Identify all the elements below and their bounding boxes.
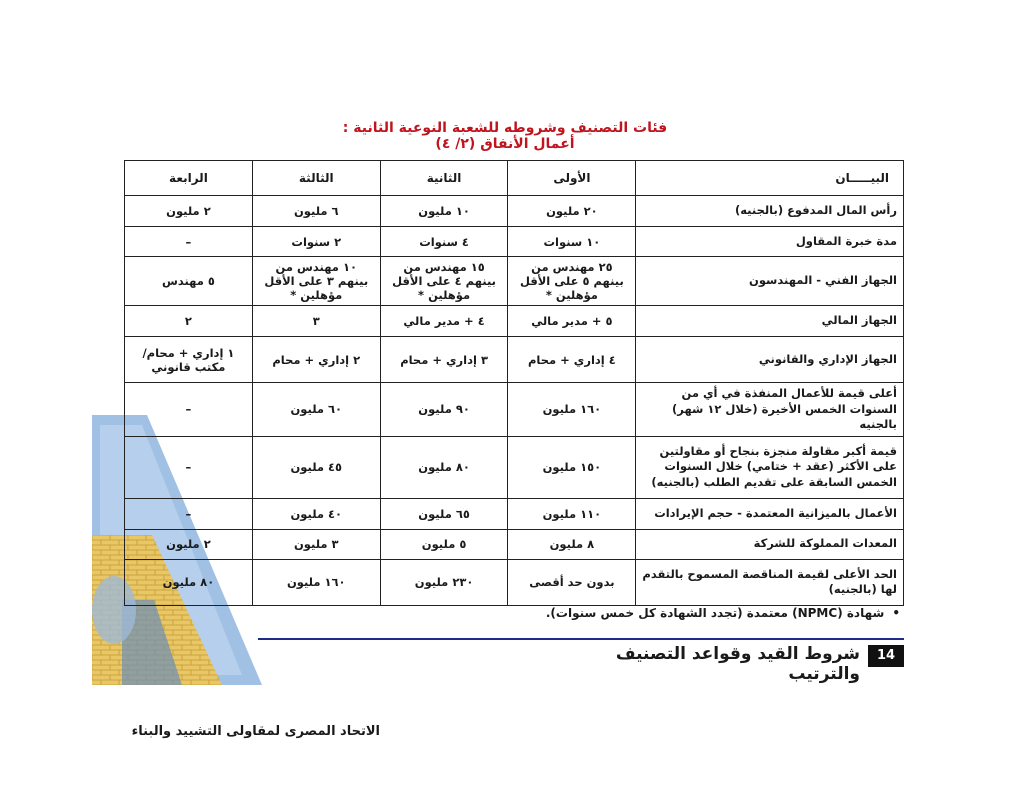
table-cell: ٦٥ مليون <box>380 498 508 529</box>
table-row <box>125 337 904 383</box>
table-cell: ١٠ مليون <box>380 196 508 227</box>
table-cell: ١٦٠ مليون <box>252 559 380 605</box>
row-label: المعدات المملوكة للشركة <box>636 529 904 559</box>
row-label: الحد الأعلى لقيمة المناقصة المسموح بالتقدم لها (بالجنيه) <box>636 559 904 605</box>
certificate-note <box>300 606 900 620</box>
table-cell: ٢٣٠ مليون <box>380 559 508 605</box>
table-cell: ١٥٠ مليون <box>508 436 636 498</box>
table-cell: ٨٠ مليون <box>380 436 508 498</box>
row-label: الأعمال بالميزانية المعتمدة - حجم الإيرادات <box>636 498 904 529</box>
table-cell: ٣ مليون <box>252 529 380 559</box>
table-cell: – <box>125 383 253 437</box>
table-row <box>125 559 904 605</box>
table-cell: ٢ مليون <box>125 529 253 559</box>
header-fourth: الرابعة <box>125 161 253 196</box>
row-label: أعلى قيمة للأعمال المنفذة في أي من السنوات الخمس الأخيرة (خلال ١٢ شهر) بالجنيه <box>636 383 904 437</box>
table-cell: ٨٠ مليون <box>125 559 253 605</box>
row-label: قيمة أكبر مقاولة منجزة بنجاح أو مقاولتين على الأكثر (عقد + ختامي) خلال السنوات الخمس السابقة على تقديم الطلب (بالجنيه) <box>636 436 904 498</box>
table-cell: ١ إداري + محام/ مكتب قانوني <box>125 337 253 383</box>
table-cell: ٤ سنوات <box>380 227 508 257</box>
table-cell: ٢ مليون <box>125 196 253 227</box>
table-cell: ٨ مليون <box>508 529 636 559</box>
table-cell: ٢٥ مهندس من بينهم ٥ على الأقل مؤهلين * <box>508 257 636 306</box>
table-header-row <box>125 161 904 196</box>
table-cell: – <box>125 436 253 498</box>
table-cell: ٦ مليون <box>252 196 380 227</box>
table-row <box>125 529 904 559</box>
table-cell: ٦٠ مليون <box>252 383 380 437</box>
table-cell: – <box>125 227 253 257</box>
page-title: فئات التصنيف وشروطه للشعبة النوعية الثانية : أعمال الأنفاق (٢/ ٤) <box>342 120 668 152</box>
organization-name: الاتحاد المصرى لمقاولى التشييد والبناء <box>131 724 380 739</box>
table-cell: ٤ إداري + محام <box>508 337 636 383</box>
table-cell: ٤٠ مليون <box>252 498 380 529</box>
table-cell: ١٥ مهندس من بينهم ٤ على الأقل مؤهلين * <box>380 257 508 306</box>
section-title: شروط القيد وقواعد التصنيف والترتيب <box>615 644 860 684</box>
table-row <box>125 436 904 498</box>
bullet-icon: • <box>892 606 900 620</box>
table-row <box>125 227 904 257</box>
row-label: مدة خبرة المقاول <box>636 227 904 257</box>
header-statement: البيـــــان <box>636 161 904 196</box>
table-row <box>125 383 904 437</box>
page-number: 14 <box>868 645 904 667</box>
table-cell: ٣ <box>252 306 380 337</box>
table-cell: ٢ <box>125 306 253 337</box>
table-cell: ٢ سنوات <box>252 227 380 257</box>
table-row <box>125 196 904 227</box>
classification-table <box>124 160 904 606</box>
row-label: الجهاز الفني - المهندسون <box>636 257 904 306</box>
table-cell: بدون حد أقصى <box>508 559 636 605</box>
row-label: الجهاز المالي <box>636 306 904 337</box>
footer-divider <box>258 638 904 640</box>
header-second: الثانية <box>380 161 508 196</box>
header-first: الأولى <box>508 161 636 196</box>
table-cell: ٤٥ مليون <box>252 436 380 498</box>
table-cell: ١٠ مهندس من بينهم ٣ على الأقل مؤهلين * <box>252 257 380 306</box>
header-third: الثالثة <box>252 161 380 196</box>
table-cell: ٢ إداري + محام <box>252 337 380 383</box>
table-cell: ١٠ سنوات <box>508 227 636 257</box>
row-label: الجهاز الإداري والقانوني <box>636 337 904 383</box>
table-cell: ١١٠ مليون <box>508 498 636 529</box>
table-cell: ٤ + مدير مالي <box>380 306 508 337</box>
row-label: رأس المال المدفوع (بالجنيه) <box>636 196 904 227</box>
table-cell: ٩٠ مليون <box>380 383 508 437</box>
note-text: شهادة (NPMC) معتمدة (تجدد الشهادة كل خمس سنوات). <box>545 606 885 620</box>
table-cell: ١٦٠ مليون <box>508 383 636 437</box>
table-cell: ٢٠ مليون <box>508 196 636 227</box>
table-cell: ٥ مهندس <box>125 257 253 306</box>
table-cell: ٥ مليون <box>380 529 508 559</box>
table-cell: ٥ + مدير مالي <box>508 306 636 337</box>
table-row <box>125 306 904 337</box>
table-row <box>125 498 904 529</box>
table-cell: – <box>125 498 253 529</box>
table-cell: ٣ إداري + محام <box>380 337 508 383</box>
table-row <box>125 257 904 306</box>
